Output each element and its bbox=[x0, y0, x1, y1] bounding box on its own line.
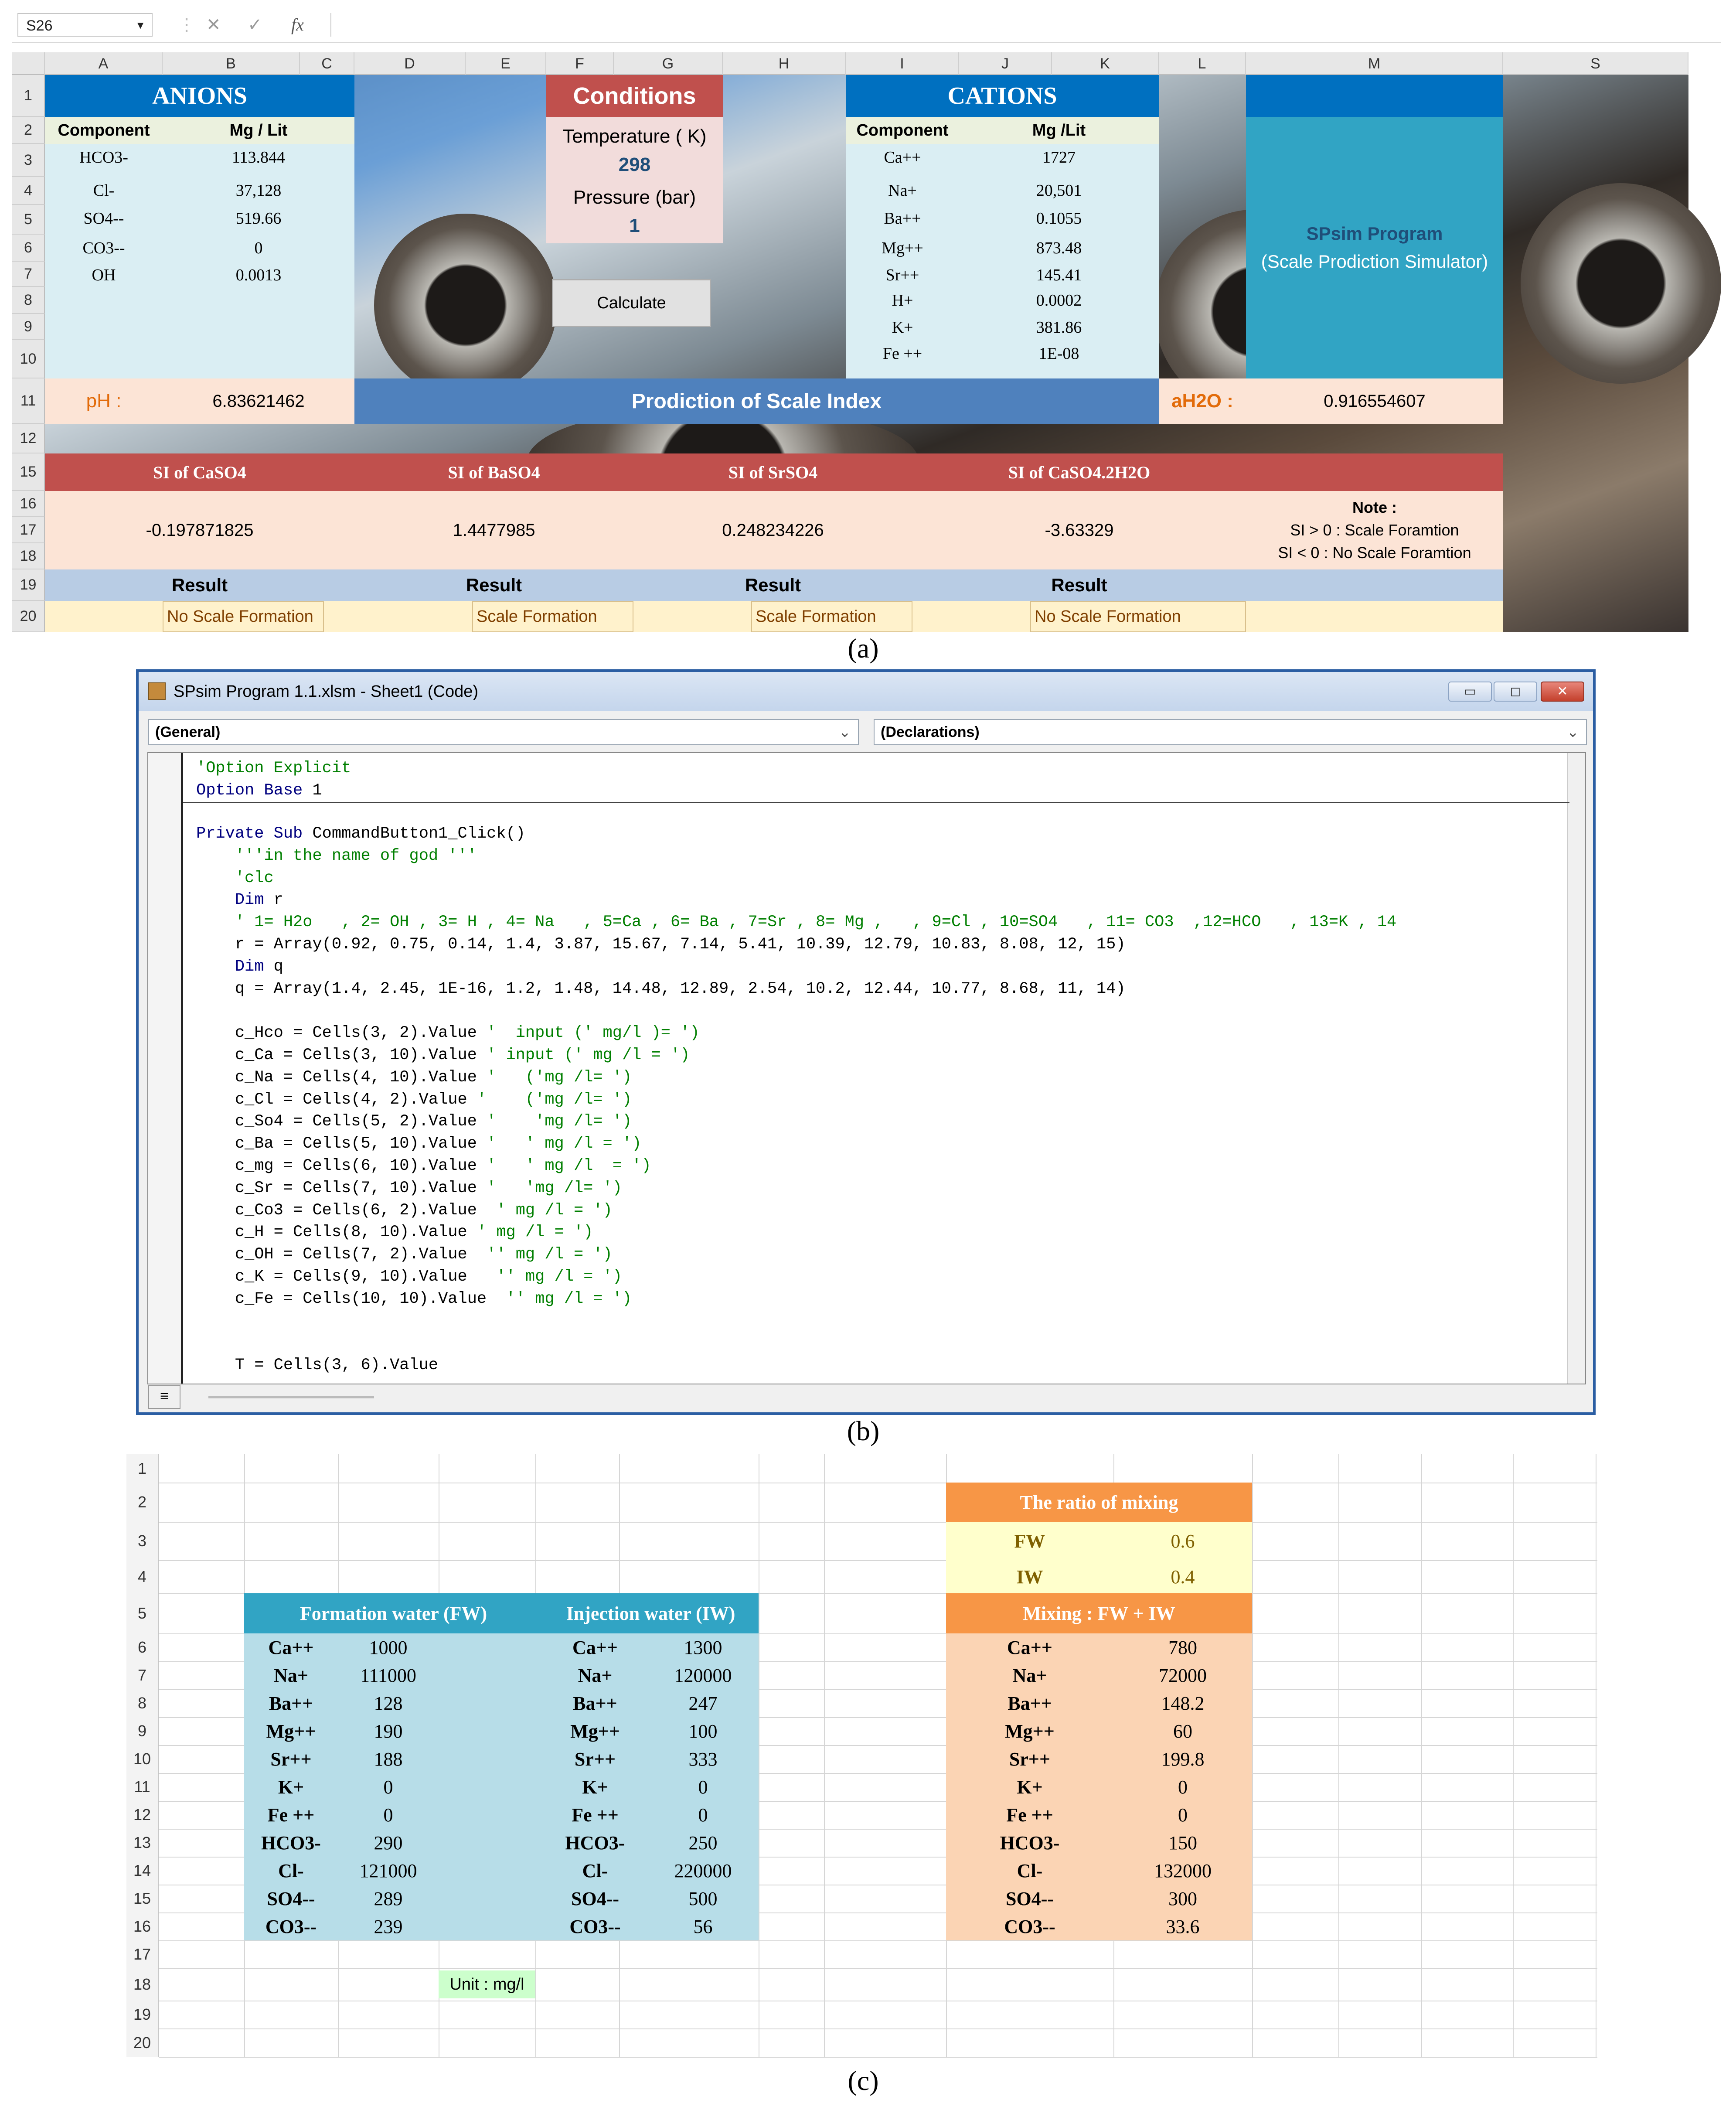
si-value: 1.4477985 bbox=[453, 520, 535, 540]
row-header[interactable]: 2 bbox=[126, 1483, 159, 1522]
fw-ion: HCO3- bbox=[261, 1832, 321, 1854]
fw-ion: Cl- bbox=[278, 1860, 304, 1882]
select-all-corner[interactable] bbox=[12, 52, 45, 75]
row-header[interactable]: 9 bbox=[12, 314, 45, 340]
window-title: SPsim Program 1.1.xlsm - Sheet1 (Code) bbox=[174, 682, 479, 701]
column-header[interactable]: E bbox=[466, 52, 546, 75]
mix-ion: Ba++ bbox=[1008, 1692, 1052, 1714]
result-label: Result bbox=[466, 575, 522, 595]
anion-name: HCO3- bbox=[79, 148, 128, 167]
cation-value[interactable]: 1727 bbox=[1042, 148, 1076, 167]
column-header[interactable]: H bbox=[723, 52, 846, 75]
iw-value[interactable]: 333 bbox=[688, 1748, 718, 1770]
index-title: Prodiction of Scale Index bbox=[354, 378, 1159, 424]
fw-ion: Ca++ bbox=[268, 1636, 314, 1658]
grid-line bbox=[159, 1940, 1597, 1941]
chevron-down-icon[interactable]: ⌄ bbox=[1566, 724, 1579, 740]
mix-ion: Fe ++ bbox=[1006, 1804, 1053, 1826]
fw-value[interactable]: 190 bbox=[374, 1720, 403, 1742]
ah2o-label: aH2O : bbox=[1159, 378, 1246, 424]
column-header[interactable]: S bbox=[1503, 52, 1688, 75]
iw-ion: Ca++ bbox=[572, 1636, 618, 1658]
anion-name: SO4-- bbox=[83, 209, 124, 228]
row-header[interactable]: 8 bbox=[12, 287, 45, 314]
row-header[interactable]: 3 bbox=[126, 1522, 159, 1560]
cation-value[interactable]: 873.48 bbox=[1036, 239, 1082, 257]
iw-ion: Sr++ bbox=[574, 1748, 616, 1770]
fw-value[interactable]: 239 bbox=[374, 1916, 403, 1937]
anion-name: OH bbox=[92, 266, 116, 284]
fw-value[interactable]: 0 bbox=[383, 1804, 393, 1826]
fw-ion: SO4-- bbox=[267, 1888, 315, 1909]
mix-value: 132000 bbox=[1154, 1860, 1212, 1882]
mix-ion: CO3-- bbox=[1004, 1916, 1055, 1937]
anion-value[interactable]: 113.844 bbox=[231, 148, 286, 167]
grid-line bbox=[824, 1454, 825, 2057]
view-mode-icon[interactable]: ≡ bbox=[148, 1385, 180, 1409]
result-label: Result bbox=[1051, 575, 1107, 595]
fw-ion: Fe ++ bbox=[267, 1804, 315, 1826]
fw-ion: K+ bbox=[278, 1776, 304, 1798]
iw-ion: SO4-- bbox=[571, 1888, 619, 1909]
grid-line bbox=[159, 1560, 1597, 1561]
procedure-combo-value: (Declarations) bbox=[881, 724, 980, 740]
ratio-title: The ratio of mixing bbox=[946, 1483, 1252, 1522]
temperature-value[interactable]: 298 bbox=[618, 154, 651, 175]
si-value: -0.197871825 bbox=[146, 520, 254, 540]
cation-value[interactable]: 0.1055 bbox=[1036, 209, 1082, 228]
row-header[interactable]: 19 bbox=[12, 569, 45, 601]
unit-label: Unit : mg/l bbox=[439, 1970, 535, 1998]
grid-line bbox=[159, 1522, 1597, 1523]
name-box[interactable] bbox=[17, 13, 153, 37]
fw-value[interactable]: 289 bbox=[374, 1888, 403, 1909]
cation-name: Na+ bbox=[888, 181, 917, 200]
mix-ion: HCO3- bbox=[1000, 1832, 1060, 1854]
column-header[interactable]: F bbox=[546, 52, 614, 75]
cations-title: CATIONS bbox=[846, 75, 1159, 117]
cation-value[interactable]: 1E-08 bbox=[1038, 344, 1079, 363]
cation-name: K+ bbox=[892, 318, 913, 337]
iw-value[interactable]: 220000 bbox=[674, 1860, 732, 1882]
cation-name: Fe ++ bbox=[882, 344, 922, 363]
row-header[interactable]: 2 bbox=[12, 117, 45, 144]
name-box-value: S26 bbox=[26, 17, 53, 34]
column-header[interactable]: C bbox=[300, 52, 354, 75]
column-header[interactable]: K bbox=[1052, 52, 1159, 75]
row-header[interactable]: 18 bbox=[126, 1968, 159, 2001]
function-icon[interactable]: fx bbox=[291, 15, 304, 34]
row-header[interactable]: 10 bbox=[12, 340, 45, 378]
mix-value: 0 bbox=[1178, 1804, 1188, 1826]
row-header[interactable]: 4 bbox=[12, 177, 45, 205]
column-header[interactable]: D bbox=[354, 52, 466, 75]
row-header[interactable]: 10 bbox=[126, 1745, 159, 1773]
column-header[interactable]: G bbox=[614, 52, 723, 75]
grid-line bbox=[1513, 1454, 1514, 2057]
row-header[interactable]: 15 bbox=[12, 453, 45, 491]
fw-ion: Na+ bbox=[274, 1664, 308, 1686]
fw-ion: CO3-- bbox=[265, 1916, 317, 1937]
conditions-title: Conditions bbox=[546, 75, 723, 117]
formula-input[interactable] bbox=[330, 13, 1713, 37]
iw-value[interactable]: 500 bbox=[688, 1888, 718, 1909]
result-label: Result bbox=[745, 575, 801, 595]
cation-value[interactable]: 145.41 bbox=[1036, 266, 1082, 284]
mix-value: 33.6 bbox=[1166, 1916, 1200, 1937]
procedure-separator bbox=[183, 802, 1569, 803]
note-box bbox=[1246, 491, 1503, 569]
si-value: 0.248234226 bbox=[722, 520, 824, 540]
result-label: Result bbox=[171, 575, 228, 595]
row-header[interactable]: 17 bbox=[12, 517, 45, 543]
fw-ratio-label: FW bbox=[946, 1522, 1113, 1560]
vba-editor-window bbox=[136, 669, 1596, 1415]
grid-line bbox=[1421, 1454, 1422, 2057]
column-header[interactable]: A bbox=[45, 52, 163, 75]
caption-b: (b) bbox=[847, 1415, 880, 1446]
grid-line bbox=[159, 2057, 1597, 2058]
column-header[interactable]: B bbox=[163, 52, 300, 75]
iw-ion: Na+ bbox=[578, 1664, 613, 1686]
grid-line bbox=[1338, 1454, 1339, 2057]
mix-value: 0 bbox=[1178, 1776, 1188, 1798]
si-label: SI of CaSO4 bbox=[153, 462, 246, 482]
iw-ion: Cl- bbox=[582, 1860, 608, 1882]
cations-col-component: Component bbox=[846, 117, 959, 144]
object-combo-value: (General) bbox=[155, 724, 221, 740]
pressure-value[interactable]: 1 bbox=[629, 215, 640, 236]
mix-ion: Cl- bbox=[1017, 1860, 1043, 1882]
cation-value[interactable]: 0.0002 bbox=[1036, 291, 1082, 310]
mix-value: 72000 bbox=[1159, 1664, 1207, 1686]
column-header[interactable]: J bbox=[959, 52, 1052, 75]
row-header[interactable]: 16 bbox=[12, 491, 45, 517]
row-header[interactable]: 12 bbox=[126, 1801, 159, 1829]
grid-line bbox=[1252, 1454, 1253, 2057]
column-header[interactable]: M bbox=[1246, 52, 1503, 75]
fw-value[interactable]: 290 bbox=[374, 1832, 403, 1854]
formula-bar bbox=[12, 9, 1721, 43]
result-value: No Scale Formation bbox=[1030, 601, 1246, 632]
close-icon[interactable]: ✕ bbox=[1541, 682, 1584, 702]
anion-value[interactable]: 0 bbox=[254, 239, 263, 257]
program-name: SPsim Program bbox=[1306, 223, 1443, 244]
maximize-icon[interactable]: ◻ bbox=[1494, 682, 1537, 702]
procedure-combo[interactable] bbox=[874, 719, 1587, 745]
iw-value[interactable]: 0 bbox=[698, 1804, 708, 1826]
cation-name: Ba++ bbox=[884, 209, 921, 228]
row-header[interactable]: 4 bbox=[126, 1560, 159, 1593]
mix-ion: Sr++ bbox=[1009, 1748, 1051, 1770]
iw-value[interactable]: 120000 bbox=[674, 1664, 732, 1686]
cation-name: Mg++ bbox=[882, 239, 923, 257]
program-header bbox=[1246, 75, 1503, 117]
iw-ion: Mg++ bbox=[570, 1720, 620, 1742]
object-combo[interactable] bbox=[148, 719, 859, 745]
si-label: SI of CaSO4.2H2O bbox=[1008, 462, 1151, 482]
row-header[interactable]: 16 bbox=[126, 1912, 159, 1940]
chevron-down-icon[interactable]: ⌄ bbox=[838, 724, 851, 740]
iw-value[interactable]: 0 bbox=[698, 1776, 708, 1798]
iw-ion: CO3-- bbox=[569, 1916, 621, 1937]
row-header[interactable]: 7 bbox=[12, 262, 45, 287]
pipe-image bbox=[1521, 183, 1721, 384]
pipe-image bbox=[374, 214, 557, 397]
code-editor[interactable] bbox=[147, 752, 1586, 1384]
fw-ratio-value[interactable]: 0.6 bbox=[1113, 1522, 1252, 1560]
ah2o-value: 0.916554607 bbox=[1246, 378, 1503, 424]
iw-title: Injection water (IW) bbox=[543, 1593, 759, 1633]
column-header[interactable]: L bbox=[1159, 52, 1246, 75]
cations-col-unit: Mg /Lit bbox=[959, 117, 1159, 144]
ph-label: pH : bbox=[45, 378, 163, 424]
row-header[interactable]: 13 bbox=[126, 1829, 159, 1857]
iw-value[interactable]: 100 bbox=[688, 1720, 718, 1742]
result-value: Scale Formation bbox=[751, 601, 912, 632]
anions-col-component: Component bbox=[45, 117, 163, 144]
mix-ion: Ca++ bbox=[1007, 1636, 1052, 1658]
mix-ion: K+ bbox=[1017, 1776, 1043, 1798]
iw-ion: Ba++ bbox=[573, 1692, 617, 1714]
mix-ion: SO4-- bbox=[1006, 1888, 1054, 1909]
cation-name: H+ bbox=[892, 291, 913, 310]
more-icon: ⋮ bbox=[178, 15, 195, 34]
anion-value[interactable]: 0.0013 bbox=[235, 266, 282, 284]
mix-ion: Mg++ bbox=[1005, 1720, 1055, 1742]
mix-value: 300 bbox=[1168, 1888, 1197, 1909]
iw-ion: HCO3- bbox=[565, 1832, 625, 1854]
result-value: No Scale Formation bbox=[163, 601, 324, 632]
fw-value[interactable]: 188 bbox=[374, 1748, 403, 1770]
mix-value: 199.8 bbox=[1161, 1748, 1205, 1770]
fw-value[interactable]: 111000 bbox=[360, 1664, 416, 1686]
pressure-label: Pressure (bar) bbox=[573, 187, 696, 208]
temperature-label: Temperature ( K) bbox=[562, 126, 707, 147]
cation-value[interactable]: 381.86 bbox=[1036, 318, 1082, 337]
row-header[interactable]: 9 bbox=[126, 1717, 159, 1745]
declarations-section: 'Option Explicit Option Base 1 bbox=[196, 759, 351, 800]
cancel-icon[interactable]: ✕ bbox=[206, 15, 221, 34]
iw-value[interactable]: 250 bbox=[688, 1832, 718, 1854]
mix-value: 780 bbox=[1168, 1636, 1197, 1658]
calculate-button[interactable]: Calculate bbox=[552, 279, 711, 327]
anion-name: CO3-- bbox=[82, 239, 125, 257]
anions-col-unit: Mg / Lit bbox=[163, 117, 354, 144]
iw-value[interactable]: 56 bbox=[693, 1916, 713, 1937]
row-header[interactable]: 17 bbox=[126, 1940, 159, 1968]
mix-value: 60 bbox=[1173, 1720, 1192, 1742]
fw-ion: Sr++ bbox=[270, 1748, 312, 1770]
iw-ion: Fe ++ bbox=[572, 1804, 619, 1826]
confirm-icon[interactable]: ✓ bbox=[248, 15, 262, 34]
row-header[interactable]: 5 bbox=[12, 205, 45, 235]
column-header[interactable]: I bbox=[846, 52, 959, 75]
vertical-scrollbar[interactable] bbox=[1567, 753, 1585, 1384]
mix-ion: Na+ bbox=[1012, 1664, 1047, 1686]
anions-title: ANIONS bbox=[45, 75, 354, 117]
horizontal-scrollbar[interactable] bbox=[208, 1396, 374, 1398]
row-header[interactable]: 3 bbox=[12, 144, 45, 177]
row-header[interactable]: 1 bbox=[12, 75, 45, 117]
row-header[interactable]: 6 bbox=[126, 1633, 159, 1661]
iw-ratio-value[interactable]: 0.4 bbox=[1113, 1560, 1252, 1593]
row-header[interactable]: 6 bbox=[12, 235, 45, 262]
window-title-bar bbox=[139, 672, 1593, 711]
note-line-1: SI > 0 : Scale Foramtion bbox=[1290, 521, 1459, 539]
iw-value[interactable]: 247 bbox=[688, 1692, 718, 1714]
mix-title: Mixing : FW + IW bbox=[946, 1593, 1252, 1633]
row-header[interactable]: 20 bbox=[12, 601, 45, 632]
row-header[interactable]: 8 bbox=[126, 1689, 159, 1717]
spreadsheet-panel bbox=[12, 0, 1721, 632]
program-info bbox=[1246, 117, 1503, 378]
row-header[interactable]: 12 bbox=[12, 424, 45, 453]
chevron-down-icon[interactable]: ▼ bbox=[135, 20, 146, 31]
fw-value[interactable]: 128 bbox=[374, 1692, 403, 1714]
program-subtitle: (Scale Prodiction Simulator) bbox=[1261, 251, 1488, 272]
row-header[interactable]: 15 bbox=[126, 1885, 159, 1912]
row-header[interactable]: 14 bbox=[126, 1857, 159, 1885]
cation-name: Ca++ bbox=[884, 148, 921, 167]
margin-indicator-bar bbox=[148, 753, 183, 1384]
fw-ion: Ba++ bbox=[269, 1692, 313, 1714]
vba-module-icon bbox=[148, 682, 166, 700]
fw-value[interactable]: 1000 bbox=[369, 1636, 408, 1658]
mixing-sheet-panel bbox=[126, 1454, 1609, 2065]
row-header[interactable]: 11 bbox=[126, 1773, 159, 1801]
caption-c: (c) bbox=[848, 2065, 879, 2096]
iw-value[interactable]: 1300 bbox=[684, 1636, 722, 1658]
procedure-code: Private Sub CommandButton1_Click() '''in the name of god ''' 'clc Dim r ' 1= H2o , 2= OH , 3= H , 4= Na , 5=Ca , 6= Ba , 7=Sr , 8= Mg , , 9=Cl , 10=SO4 , 11= CO3 ,12=HCO , 13=K , 14 r = Array(0.92, 0.75, 0.14, 1.4, 3.87, 15.67, 7.14, 5.41, 10.39, 12.79, 10.83, 8.08, 12, 15) Dim q q = Array(1.4, 2.45, 1E-16, 1.2, 1.48, 14.48, 12.89, 2.54, 10.2, 12.44, 10.77, 8.68, 11, 14) c_Hco = Cells(3, 2).Value ' input (' mg/l )= ') c_Ca = Cells(3, 10).Value ' input (' mg /l = ') c_Na = Cells(4, 10).Value ' ('mg /l= ') c_Cl = Cells(4, 2).Value ' ('mg /l= ') c_So4 = Cells(5, 2).Value ' 'mg /l= ') c_Ba = Cells(5, 10).Value ' ' mg /l = ') c_mg = Cells(6, 10).Value ' ' mg /l = ') c_Sr = Cells(7, 10).Value ' 'mg /l= ') c_Co3 = Cells(6, 2).Value ' mg /l = ') c_H = Cells(8, 10).Value ' mg /l = ') c_OH = Cells(7, 2).Value '' mg /l = ') c_K = Cells(9, 10).Value '' mg /l = ') c_Fe = Cells(10, 10).Value '' mg /l = ') T = Cells(3, 6).Value bbox=[196, 825, 1397, 1375]
caption-a: (a) bbox=[848, 633, 879, 664]
row-header[interactable]: 1 bbox=[126, 1454, 159, 1483]
cation-name: Sr++ bbox=[885, 266, 919, 284]
grid-line bbox=[159, 2028, 1597, 2029]
si-label: SI of BaSO4 bbox=[448, 462, 540, 482]
grid-line bbox=[159, 1968, 1597, 1969]
iw-ratio-label: IW bbox=[946, 1560, 1113, 1593]
row-header[interactable]: 20 bbox=[126, 2028, 159, 2057]
mix-value: 148.2 bbox=[1161, 1692, 1205, 1714]
cation-value[interactable]: 20,501 bbox=[1036, 181, 1082, 200]
note-title: Note : bbox=[1352, 498, 1397, 516]
fw-value[interactable]: 0 bbox=[383, 1776, 393, 1798]
anion-value[interactable]: 519.66 bbox=[235, 209, 282, 228]
minimize-icon[interactable]: ▭ bbox=[1448, 682, 1492, 702]
fw-ion: Mg++ bbox=[266, 1720, 316, 1742]
si-label: SI of SrSO4 bbox=[728, 462, 818, 482]
anion-value[interactable]: 37,128 bbox=[235, 181, 282, 200]
fw-title: Formation water (FW) bbox=[244, 1593, 543, 1633]
row-header[interactable]: 11 bbox=[12, 378, 45, 424]
mix-value: 150 bbox=[1168, 1832, 1197, 1854]
result-value: Scale Formation bbox=[472, 601, 633, 632]
anion-name: Cl- bbox=[93, 181, 115, 200]
row-header[interactable]: 5 bbox=[126, 1593, 159, 1633]
si-value: -3.63329 bbox=[1045, 520, 1114, 540]
row-header[interactable]: 7 bbox=[126, 1661, 159, 1689]
ph-value: 6.83621462 bbox=[163, 378, 354, 424]
iw-ion: K+ bbox=[582, 1776, 608, 1798]
fw-value[interactable]: 121000 bbox=[359, 1860, 417, 1882]
row-header[interactable]: 19 bbox=[126, 2001, 159, 2028]
note-line-2: SI < 0 : No Scale Foramtion bbox=[1278, 544, 1471, 562]
row-header[interactable]: 18 bbox=[12, 543, 45, 569]
